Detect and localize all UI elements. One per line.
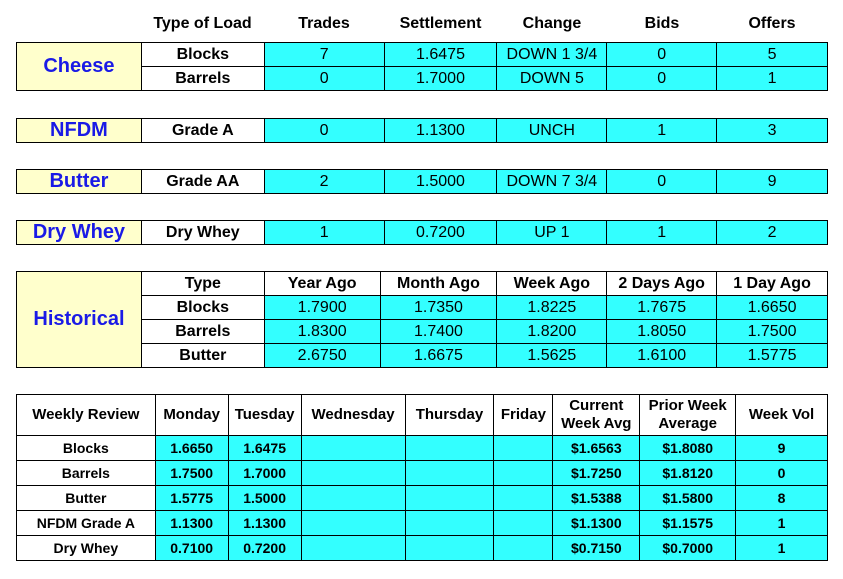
value-cell: 0 (736, 461, 828, 486)
bids-cell: 0 (607, 170, 717, 194)
value-cell: $1.5388 (553, 486, 640, 511)
value-cell: 8 (736, 486, 828, 511)
value-cell: 0.7100 (155, 536, 228, 561)
value-cell (301, 461, 405, 486)
column-header: Week Ago (497, 272, 607, 296)
value-cell: 1.1300 (155, 511, 228, 536)
change-cell: DOWN 5 (497, 67, 607, 91)
historical-label: Historical (17, 272, 142, 368)
row-label: NFDM Grade A (17, 511, 156, 536)
header-offers: Offers (748, 15, 796, 32)
value-cell: 9 (736, 436, 828, 461)
column-header: Prior Week Average (640, 395, 736, 436)
table-row (17, 486, 828, 511)
value-cell: 1.7500 (717, 320, 828, 344)
table-row (17, 436, 828, 461)
trades-cell: 1 (264, 221, 384, 245)
historical-table (16, 271, 828, 368)
value-cell: $1.1300 (553, 511, 640, 536)
value-cell: 1.5625 (497, 344, 607, 368)
column-header: Weekly Review (17, 395, 156, 436)
value-cell: 1.8225 (497, 296, 607, 320)
settlement-cell: 1.6475 (384, 43, 497, 67)
dry-whey-table (16, 220, 828, 245)
cheese-label: Cheese (17, 43, 142, 91)
butter-label: Butter (17, 170, 142, 194)
trades-cell: 7 (264, 43, 384, 67)
bids-cell: 1 (607, 119, 717, 143)
settlement-cell: 0.7200 (384, 221, 497, 245)
column-header: Wednesday (301, 395, 405, 436)
value-cell (494, 536, 553, 561)
table-row (17, 511, 828, 536)
type-cell: Grade A (141, 119, 264, 143)
settlement-cell: 1.7000 (384, 67, 497, 91)
value-cell: $1.5800 (640, 486, 736, 511)
type-cell: Butter (141, 344, 264, 368)
market-header-row (0, 12, 843, 36)
value-cell (301, 536, 405, 561)
value-cell: $1.1575 (640, 511, 736, 536)
column-header: 1 Day Ago (717, 272, 828, 296)
value-cell (405, 536, 494, 561)
table-header-row (17, 395, 828, 436)
value-cell: 1.8050 (607, 320, 717, 344)
value-cell: 2.6750 (264, 344, 380, 368)
dry-whey-label: Dry Whey (17, 221, 142, 245)
header-bids: Bids (644, 15, 680, 32)
type-cell: Blocks (141, 43, 264, 67)
value-cell: 1.7000 (228, 461, 301, 486)
value-cell: $0.7150 (553, 536, 640, 561)
value-cell: 1.1300 (228, 511, 301, 536)
column-header: Current Week Avg (553, 395, 640, 436)
value-cell: 1.7500 (155, 461, 228, 486)
settlement-cell: 1.1300 (384, 119, 497, 143)
settlement-cell: 1.5000 (384, 170, 497, 194)
weekly-review-table (16, 394, 828, 561)
row-label: Dry Whey (17, 536, 156, 561)
value-cell: $1.8080 (640, 436, 736, 461)
bids-cell: 0 (607, 43, 717, 67)
header-trades: Trades (298, 15, 350, 32)
table-row (17, 461, 828, 486)
value-cell (301, 511, 405, 536)
value-cell (301, 486, 405, 511)
value-cell: 1.6650 (155, 436, 228, 461)
value-cell: 1.7400 (380, 320, 497, 344)
value-cell: 1.6675 (380, 344, 497, 368)
value-cell: 1.5775 (717, 344, 828, 368)
table-row (17, 43, 828, 67)
offers-cell: 2 (717, 221, 828, 245)
butter-table (16, 169, 828, 194)
value-cell: 1.8300 (264, 320, 380, 344)
offers-cell: 5 (717, 43, 828, 67)
column-header: Year Ago (264, 272, 380, 296)
offers-cell: 3 (717, 119, 828, 143)
value-cell: 1.6100 (607, 344, 717, 368)
trades-cell: 0 (264, 119, 384, 143)
value-cell: 1.5000 (228, 486, 301, 511)
column-header: Tuesday (228, 395, 301, 436)
column-header: 2 Days Ago (607, 272, 717, 296)
value-cell (494, 511, 553, 536)
row-label: Barrels (17, 461, 156, 486)
cheese-table (16, 42, 828, 91)
table-row (17, 119, 828, 143)
value-cell (405, 486, 494, 511)
bids-cell: 1 (607, 221, 717, 245)
header-change: Change (522, 15, 582, 32)
value-cell (405, 461, 494, 486)
value-cell: $0.7000 (640, 536, 736, 561)
column-header: Thursday (405, 395, 494, 436)
value-cell: 1.7900 (264, 296, 380, 320)
nfdm-table (16, 118, 828, 143)
value-cell: $1.6563 (553, 436, 640, 461)
trades-cell: 0 (264, 67, 384, 91)
value-cell: 1.7675 (607, 296, 717, 320)
type-cell: Barrels (141, 67, 264, 91)
value-cell: 1.5775 (155, 486, 228, 511)
column-header: Week Vol (736, 395, 828, 436)
value-cell (494, 436, 553, 461)
value-cell (494, 461, 553, 486)
row-label: Butter (17, 486, 156, 511)
value-cell: 1 (736, 536, 828, 561)
change-cell: DOWN 1 3/4 (497, 43, 607, 67)
column-header: Friday (494, 395, 553, 436)
table-row (17, 221, 828, 245)
trades-cell: 2 (264, 170, 384, 194)
value-cell: 1.6475 (228, 436, 301, 461)
value-cell: 1.8200 (497, 320, 607, 344)
table-header-row (17, 272, 828, 296)
header-settlement: Settlement (399, 15, 482, 32)
column-header: Month Ago (380, 272, 497, 296)
value-cell: $1.7250 (553, 461, 640, 486)
table-row (17, 170, 828, 194)
value-cell (494, 486, 553, 511)
column-header: Monday (155, 395, 228, 436)
table-row (17, 536, 828, 561)
value-cell: $1.8120 (640, 461, 736, 486)
type-cell: Dry Whey (141, 221, 264, 245)
value-cell (405, 511, 494, 536)
value-cell: 1.7350 (380, 296, 497, 320)
value-cell (301, 436, 405, 461)
change-cell: UNCH (497, 119, 607, 143)
nfdm-label: NFDM (17, 119, 142, 143)
change-cell: UP 1 (497, 221, 607, 245)
value-cell: 1 (736, 511, 828, 536)
column-header: Type (141, 272, 264, 296)
type-cell: Blocks (141, 296, 264, 320)
row-label: Blocks (17, 436, 156, 461)
bids-cell: 0 (607, 67, 717, 91)
header-type-of-load: Type of Load (153, 15, 252, 32)
offers-cell: 1 (717, 67, 828, 91)
type-cell: Barrels (141, 320, 264, 344)
value-cell: 0.7200 (228, 536, 301, 561)
value-cell (405, 436, 494, 461)
type-cell: Grade AA (141, 170, 264, 194)
change-cell: DOWN 7 3/4 (497, 170, 607, 194)
value-cell: 1.6650 (717, 296, 828, 320)
offers-cell: 9 (717, 170, 828, 194)
